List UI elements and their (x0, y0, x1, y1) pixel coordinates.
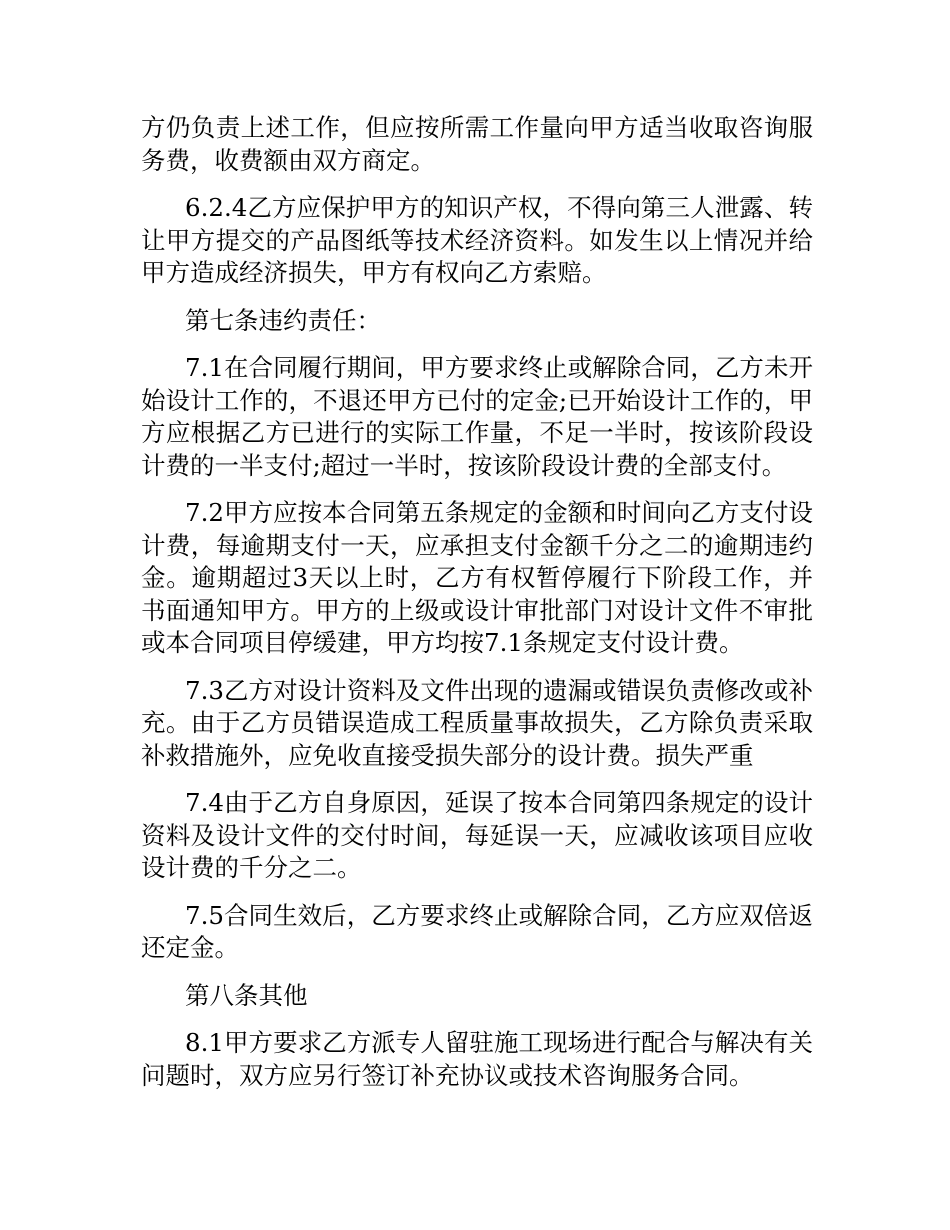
heading-article-7: 第七条违约责任： (185, 305, 381, 335)
paragraph-7-2: 7.2甲方应按本合同第五条规定的金额和时间向乙方支付设计费，每逾期支付一天，应承担支付金额千分之二的逾期违约金。逾期超过3天以上时，乙方有权暂停履行下阶段工作，并书面通知甲方。甲方的上级或设计审批部门对设计文件不审批或本合同项目停缓建，甲方均按7.1条规定支付设计费。 (141, 498, 813, 657)
paragraph-continuation: 方仍负责上述工作，但应按所需工作量向甲方适当收取咨询服务费，收费额由双方商定。 (141, 113, 813, 175)
paragraph-6-2-4: 6.2.4乙方应保护甲方的知识产权，不得向第三人泄露、转让甲方提交的产品图纸等技术经济资料。如发生以上情况并给甲方造成经济损失，甲方有权向乙方索赔。 (141, 193, 813, 287)
paragraph-7-3: 7.3乙方对设计资料及文件出现的遗漏或错误负责修改或补充。由于乙方员错误造成工程质量事故损失，乙方除负责采取补救措施外，应免收直接受损失部分的设计费。损失严重 (141, 675, 813, 770)
paragraph-7-5: 7.5合同生效后，乙方要求终止或解除合同，乙方应双倍返还定金。 (141, 900, 813, 962)
paragraph-7-1: 7.1在合同履行期间，甲方要求终止或解除合同，乙方未开始设计工作的，不退还甲方已付的定金;已开始设计工作的，甲方应根据乙方已进行的实际工作量，不足一半时，按该阶段设计费的一半支付;超过一半时，按该阶段设计费的全部支付。 (141, 353, 813, 480)
paragraph-8-1: 8.1甲方要求乙方派专人留驻施工现场进行配合与解决有关问题时，双方应另行签订补充协议或技术咨询服务合同。 (141, 1028, 813, 1090)
document-body (141, 112, 813, 1107)
heading-article-8: 第八条其他 (185, 980, 308, 1010)
paragraph-7-4: 7.4由于乙方自身原因，延误了按本合同第四条规定的设计资料及设计文件的交付时间，每延误一天，应减收该项目应收设计费的千分之二。 (141, 788, 813, 882)
